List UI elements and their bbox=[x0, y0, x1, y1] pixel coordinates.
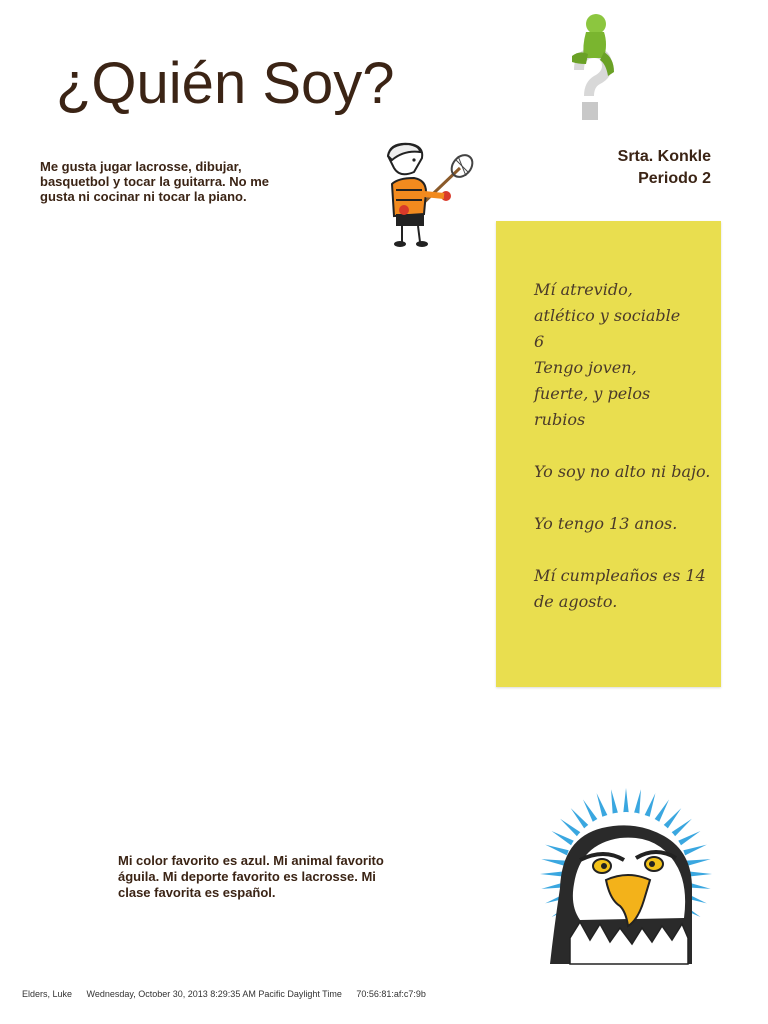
note-line-traits-6: rubios bbox=[534, 410, 586, 429]
note-text bbox=[534, 277, 714, 641]
note-line-traits-4: Tengo joven, bbox=[534, 358, 637, 377]
note-line-traits-5: fuerte, y pelos bbox=[534, 384, 651, 403]
footer bbox=[22, 989, 438, 999]
footer-id: 70:56:81:af:c7:9b bbox=[356, 989, 426, 999]
question-mark-figure-icon bbox=[560, 12, 620, 124]
lacrosse-player-icon bbox=[380, 138, 475, 250]
footer-timestamp: Wednesday, October 30, 2013 8:29:35 AM Pacific Daylight Time bbox=[86, 989, 342, 999]
eagle-head-icon bbox=[540, 788, 712, 966]
page-title: ¿Quién Soy? bbox=[56, 51, 395, 116]
note-line-traits-2: atlético y sociable bbox=[534, 306, 681, 325]
intro-paragraph: Me gusta jugar lacrosse, dibujar, basquetbol y tocar la guitarra. No me gusta ni cocinar ni tocar la piano. bbox=[40, 159, 269, 204]
note-height: Yo soy no alto ni bajo. bbox=[534, 462, 711, 481]
footer-author: Elders, Luke bbox=[22, 989, 73, 999]
class-period: Periodo 2 bbox=[638, 170, 711, 187]
note-age: Yo tengo 13 anos. bbox=[534, 514, 678, 533]
favorites-paragraph: Mi color favorito es azul. Mi animal favorito águila. Mi deporte favorito es lacrosse. Mi clase favorita es español. bbox=[118, 853, 384, 900]
teacher-name: Srta. Konkle bbox=[617, 148, 711, 165]
note-line-traits-3: 6 bbox=[534, 332, 545, 351]
sticky-note bbox=[496, 221, 721, 687]
note-birthday: Mí cumpleaños es 14 de agosto. bbox=[534, 566, 706, 611]
note-line-traits-1: Mí atrevido, bbox=[534, 280, 633, 299]
teacher-block bbox=[618, 146, 711, 190]
